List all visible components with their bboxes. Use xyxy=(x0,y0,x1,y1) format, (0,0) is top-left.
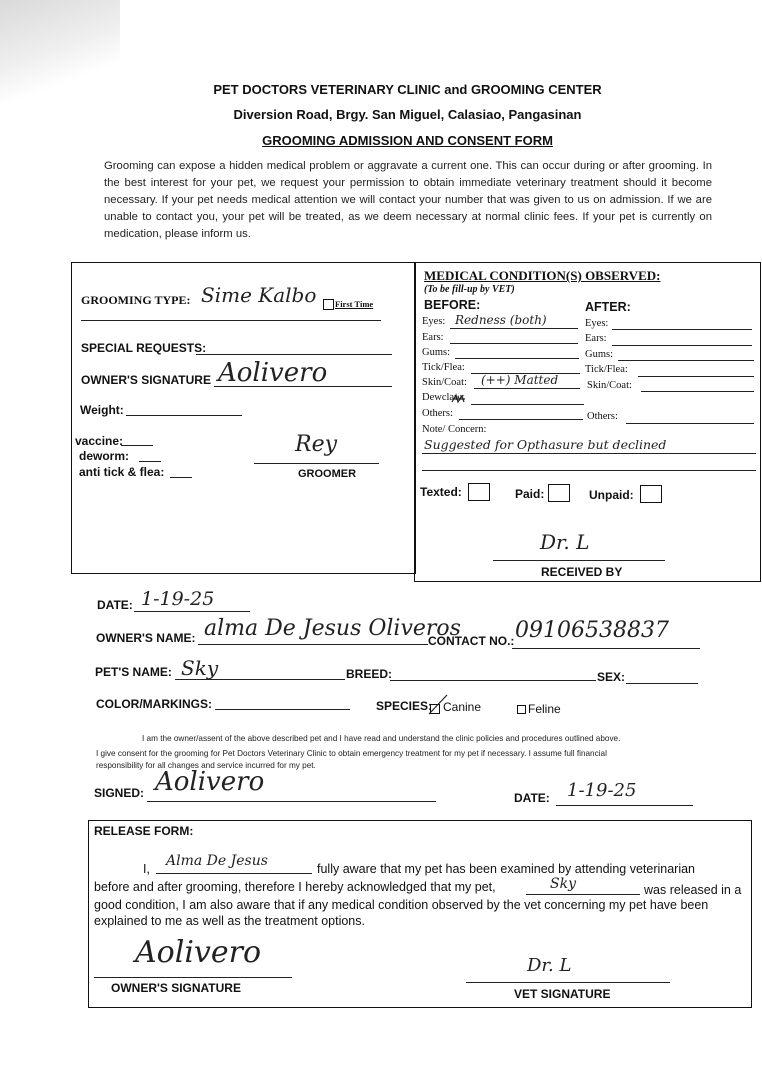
release-owner-name-line xyxy=(156,873,312,874)
pet-name-value: Sky xyxy=(181,656,219,680)
after-tickflea-label: Tick/Flea: xyxy=(585,364,628,375)
before-gums-label: Gums: xyxy=(422,347,451,358)
deworm-line xyxy=(139,461,161,462)
after-gums-line xyxy=(618,360,754,361)
received-by-label: RECEIVED BY xyxy=(541,565,623,579)
owner-name-value: alma De Jesus Oliveros xyxy=(204,616,461,641)
release-line4: explained to me as well as the treatment options. xyxy=(94,914,365,928)
sex-line xyxy=(626,683,698,684)
medical-subtitle: (To be fill-up by VET) xyxy=(424,284,515,295)
owner-signature-line-release xyxy=(94,977,292,978)
release-owner-sig-label: OWNER'S SIGNATURE xyxy=(111,981,241,995)
unpaid-checkbox[interactable] xyxy=(640,485,662,503)
before-eyes-label: Eyes: xyxy=(422,316,446,327)
after-ears-label: Ears: xyxy=(585,333,607,344)
owner-name-line xyxy=(198,644,428,645)
vaccine-line xyxy=(121,445,153,446)
sex-label: SEX: xyxy=(597,670,626,684)
grooming-type-line xyxy=(81,320,381,321)
after-others-line xyxy=(626,423,754,424)
before-dewclaw-line xyxy=(471,404,584,405)
medical-title: MEDICAL CONDITION(S) OBSERVED: xyxy=(424,268,661,283)
note-value: Suggested for Opthasure but declined xyxy=(424,437,667,452)
breed-line xyxy=(390,680,596,681)
contact-label: CONTACT NO.: xyxy=(428,634,515,648)
after-ears-line xyxy=(612,345,752,346)
after-gums-label: Gums: xyxy=(585,349,614,360)
release-owner-signature: Aolivero xyxy=(135,935,262,970)
before-skin-label: Skin/Coat: xyxy=(422,377,467,388)
owner-signature-line xyxy=(214,386,392,387)
note-label: Note/ Concern: xyxy=(422,424,487,435)
after-label: AFTER: xyxy=(585,300,631,314)
before-label: BEFORE: xyxy=(424,298,481,312)
texted-label: Texted: xyxy=(420,485,462,499)
consent-date-value: 1-19-25 xyxy=(567,780,637,801)
unpaid-label: Unpaid: xyxy=(589,488,634,502)
contact-value: 09106538837 xyxy=(515,618,669,643)
antitick-line xyxy=(170,477,192,478)
consent-text-2: I give consent for the grooming for Pet Doctors Veterinary Clinic to obtain emergency treatment for my pet if necessary. I assume full financial xyxy=(96,749,607,758)
received-by-signature: Dr. L xyxy=(540,530,590,554)
canine-label: Canine xyxy=(443,700,482,714)
vet-signature: Dr. L xyxy=(527,955,572,976)
vaccine-label: vaccine: xyxy=(75,434,124,448)
special-requests-label: SPECIAL REQUESTS: xyxy=(81,341,207,355)
before-tickflea-label: Tick/Flea: xyxy=(422,362,465,373)
before-dewclaw-label: Dewclaw: xyxy=(422,392,465,403)
deworm-label: deworm: xyxy=(79,449,130,463)
after-skin-label: Skin/Coat: xyxy=(587,380,632,391)
clinic-name: PET DOCTORS VETERINARY CLINIC and GROOMING CENTER xyxy=(213,82,602,97)
after-others-label: Others: xyxy=(587,411,618,422)
first-time-checkbox[interactable] xyxy=(323,299,334,310)
release-line1-end: fully aware that my pet has been examined by attending veterinarian xyxy=(317,862,696,876)
form-title: GROOMING ADMISSION AND CONSENT FORM xyxy=(262,133,553,148)
before-skin-value: (++) Matted xyxy=(481,373,559,387)
after-skin-line xyxy=(641,391,754,392)
species-label: SPECIES: xyxy=(376,699,433,713)
release-pet-name: Sky xyxy=(550,876,576,892)
received-by-line xyxy=(493,560,665,561)
before-eyes-line xyxy=(450,328,578,329)
before-others-label: Others: xyxy=(422,408,453,419)
consent-date-label: DATE: xyxy=(514,791,550,805)
dewclaw-scribble xyxy=(450,393,468,405)
after-tickflea-line xyxy=(638,376,754,377)
before-eyes-value: Redness (both) xyxy=(455,313,547,327)
grooming-type-label: GROOMING TYPE: xyxy=(81,293,191,307)
groomer-label: GROOMER xyxy=(298,468,357,480)
signed-line xyxy=(147,801,436,802)
after-eyes-line xyxy=(612,329,752,330)
release-line2-end: was released in a xyxy=(644,883,742,897)
before-skin-line xyxy=(474,388,580,389)
release-title: RELEASE FORM: xyxy=(94,824,194,838)
intro-paragraph: Grooming can expose a hidden medical problem or aggravate a current one. This can occur during or after grooming. In the best interest for your pet, we request your permission to obtain immediate veterinary treatment should it become necessary. If your pet needs medical attention we will contact your number that was given to us on admission. If we are unable to contact you, your pet will be treated, as we deem necessary at normal clinic fees. If your pet is currently on medication, please inform us. xyxy=(104,160,712,240)
release-line1-start: I, xyxy=(143,862,150,876)
paid-checkbox[interactable] xyxy=(548,484,570,502)
groomer-signature: Rey xyxy=(295,432,338,457)
before-others-line xyxy=(459,419,583,420)
release-line3: good condition, I am also aware that if any medical condition observed by the vet concerning my pet have been xyxy=(94,898,709,912)
date-label: DATE: xyxy=(97,598,133,612)
note-line-1 xyxy=(422,453,756,454)
paid-label: Paid: xyxy=(515,487,545,501)
breed-label: BREED: xyxy=(346,667,393,681)
release-line2-start: before and after grooming, therefore I hereby acknowledged that my pet, xyxy=(94,880,496,894)
after-eyes-label: Eyes: xyxy=(585,318,609,329)
pet-name-line xyxy=(175,679,345,680)
consent-date-line xyxy=(556,805,693,806)
consent-text-1: I am the owner/assent of the above described pet and I have read and understand the clinic policies and procedures outlined above. xyxy=(142,734,621,743)
feline-label: Feline xyxy=(528,702,561,716)
signed-label: SIGNED: xyxy=(94,786,145,800)
consent-text-3: responsibility for all changes and service incurred for my pet. xyxy=(96,761,316,770)
weight-line xyxy=(126,415,242,416)
release-owner-name: Alma De Jesus xyxy=(166,853,268,869)
date-value: 1-19-25 xyxy=(141,588,215,610)
grooming-type-value: Sime Kalbo xyxy=(201,283,317,307)
texted-checkbox[interactable] xyxy=(468,483,490,501)
weight-label: Weight: xyxy=(80,403,124,417)
vet-sig-label: VET SIGNATURE xyxy=(514,987,611,1001)
color-line xyxy=(215,709,350,710)
contact-line xyxy=(512,648,700,649)
vet-signature-line xyxy=(466,982,670,983)
signed-value: Aolivero xyxy=(155,767,265,797)
antitick-label: anti tick & flea: xyxy=(79,465,165,479)
before-gums-line xyxy=(455,358,579,359)
release-pet-line xyxy=(526,894,640,895)
special-requests-line xyxy=(196,354,392,355)
groomer-line xyxy=(254,463,379,464)
owner-signature-label: OWNER'S SIGNATURE xyxy=(81,373,211,387)
owner-signature-value: Aolivero xyxy=(218,358,328,388)
note-line-2 xyxy=(422,470,756,471)
owner-name-label: OWNER'S NAME: xyxy=(96,631,196,645)
first-time-label: First Time xyxy=(335,299,374,309)
clinic-address: Diversion Road, Brgy. San Miguel, Calasiao, Pangasinan xyxy=(233,107,582,122)
feline-checkbox[interactable] xyxy=(517,705,526,714)
before-ears-label: Ears: xyxy=(422,332,444,343)
color-label: COLOR/MARKINGS: xyxy=(96,697,212,711)
date-line xyxy=(134,611,250,612)
before-ears-line xyxy=(450,343,578,344)
pet-name-label: PET'S NAME: xyxy=(95,665,172,679)
